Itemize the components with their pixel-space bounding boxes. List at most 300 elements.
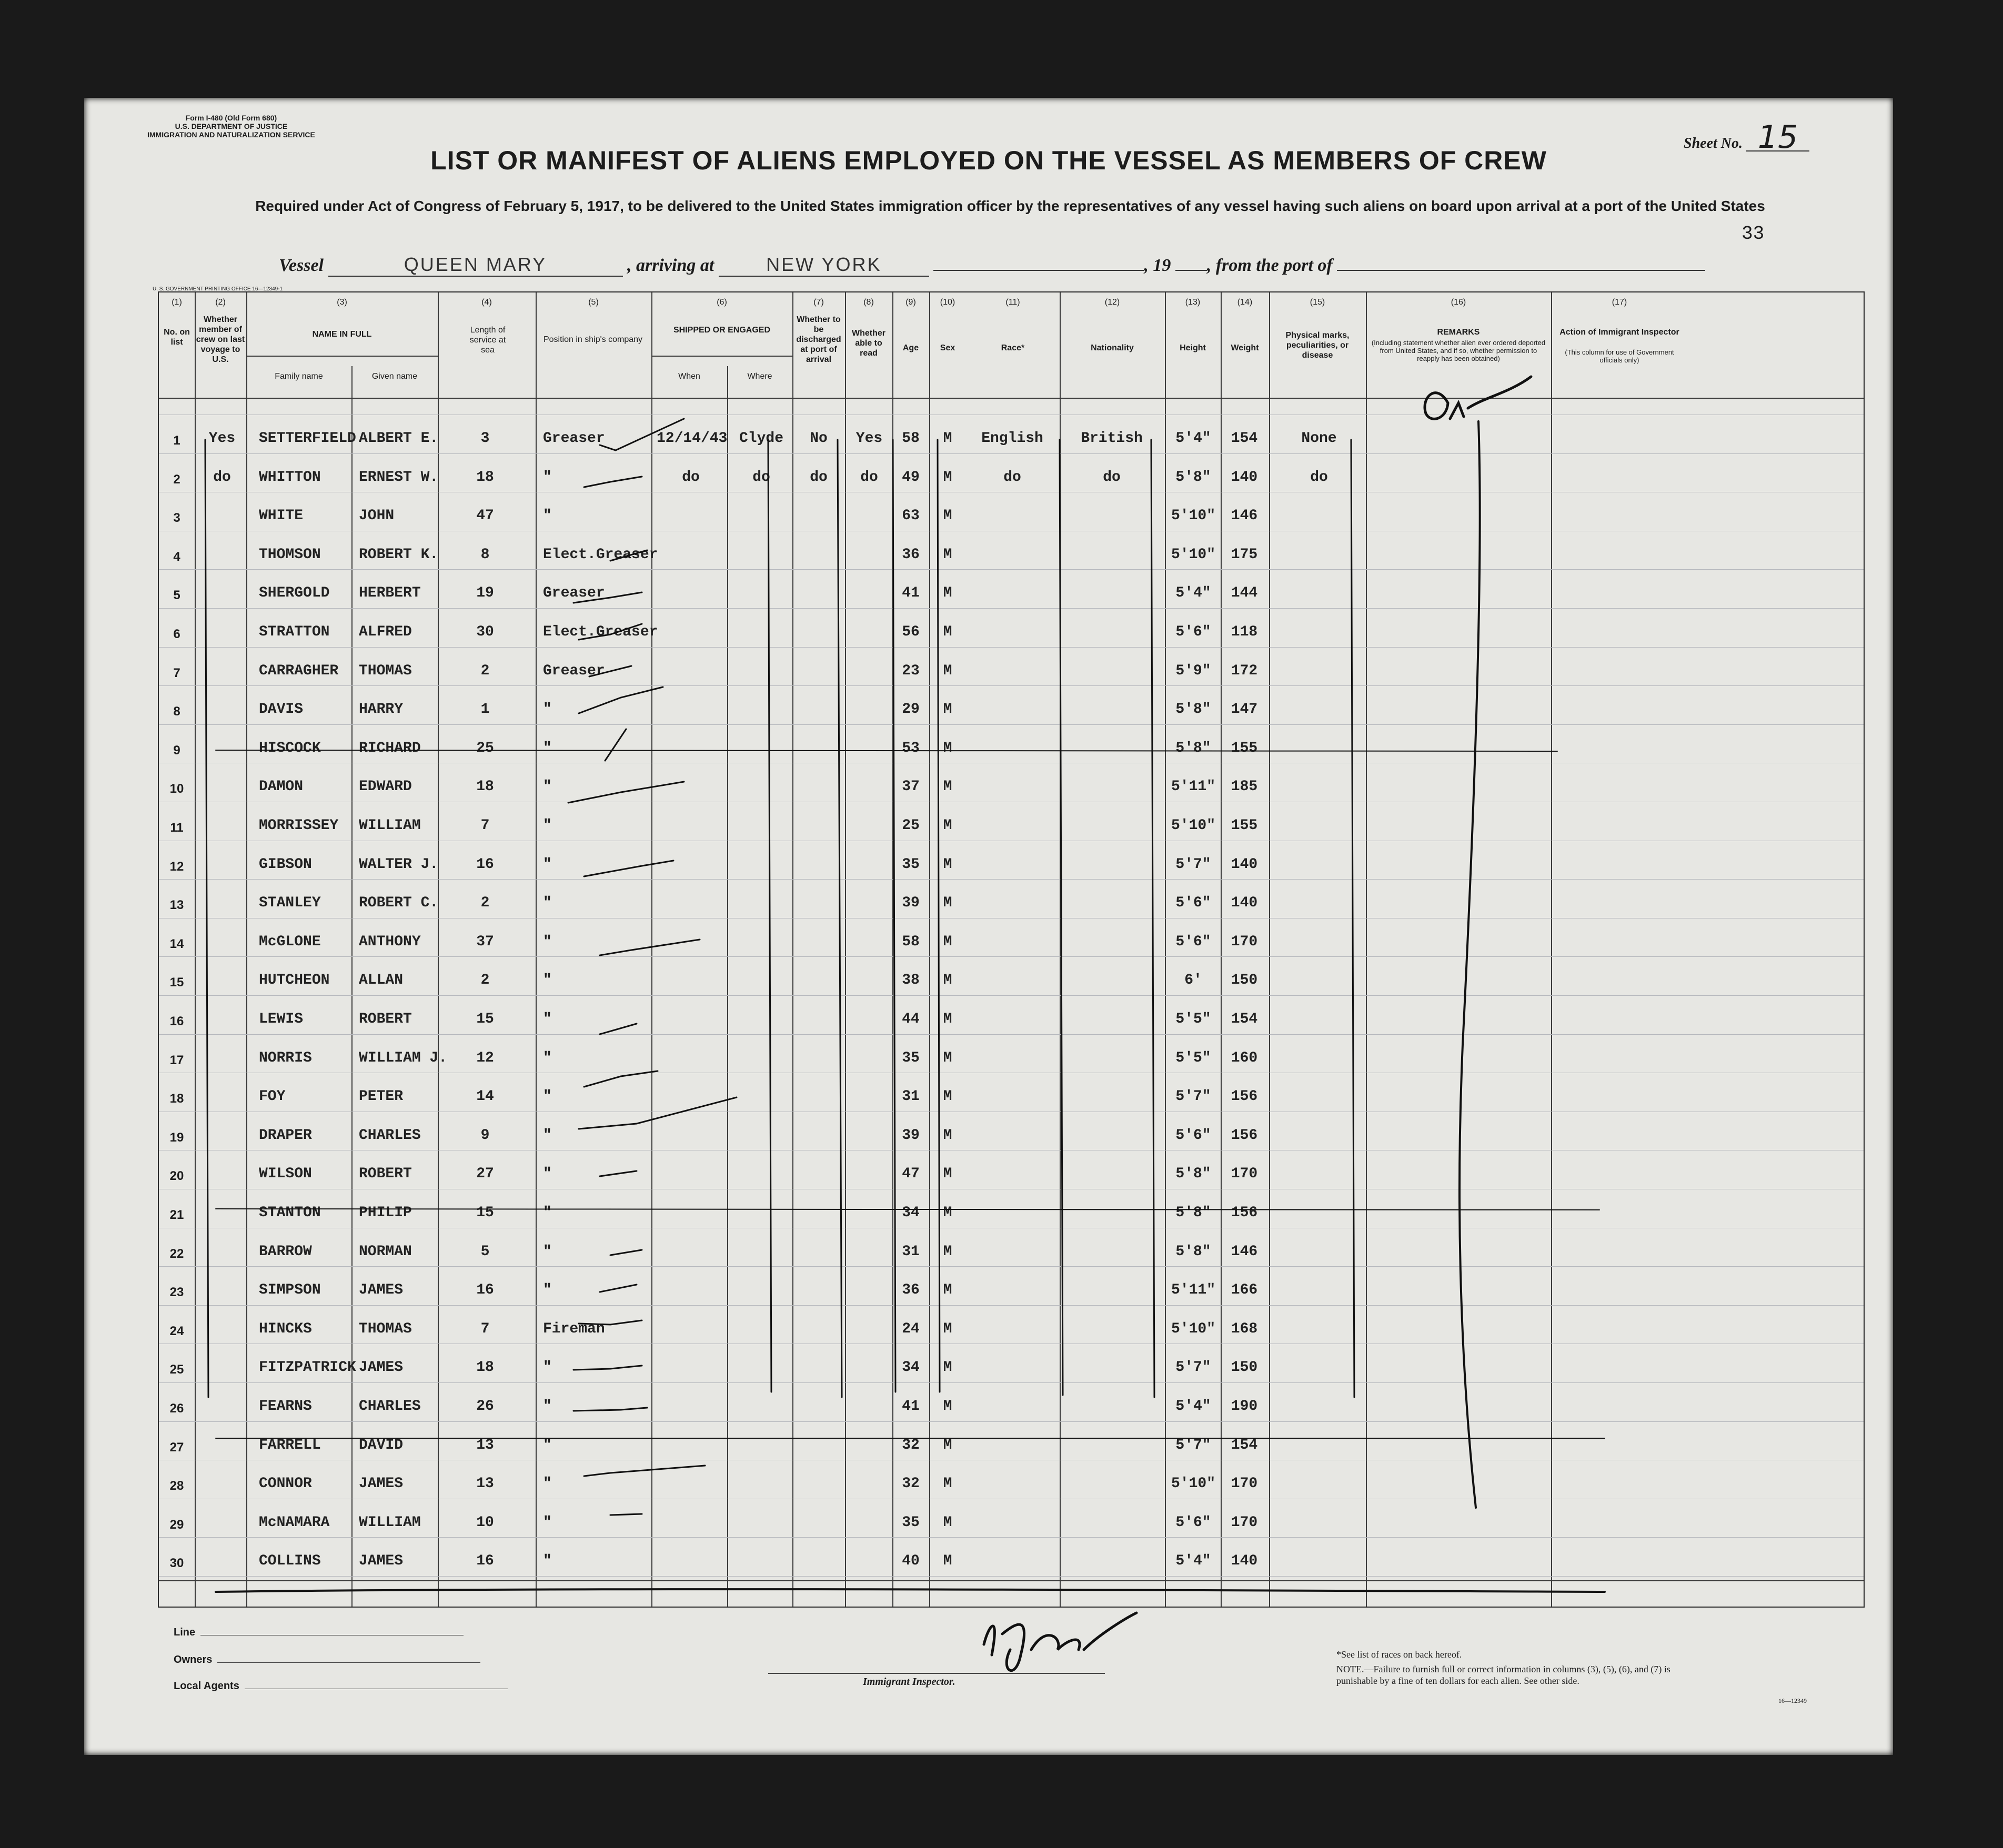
cell-family-name: FITZPATRICK: [259, 1359, 356, 1376]
cell-prev-voyage: do: [213, 469, 231, 486]
row-number: 3: [173, 511, 180, 526]
cell-position: ": [543, 895, 552, 912]
cell-length-of-service: 16: [476, 1282, 494, 1299]
cell-family-name: HISCOCK: [259, 740, 321, 756]
cell-length-of-service: 9: [480, 1127, 490, 1144]
header-no-on-list: No. on list: [164, 328, 190, 347]
sheet-number-label: Sheet No.: [1684, 135, 1743, 152]
cell-weight: 168: [1231, 1320, 1258, 1337]
cell-age: 35: [902, 1049, 920, 1066]
row-number: 11: [170, 821, 184, 835]
row-number: 4: [173, 549, 180, 564]
row-number: 8: [173, 704, 180, 719]
cell-sex: M: [943, 1127, 952, 1144]
cell-sex: M: [943, 1398, 952, 1415]
cell-weight: 166: [1231, 1282, 1258, 1299]
cell-weight: 155: [1231, 740, 1258, 756]
cell-weight: 154: [1231, 1437, 1258, 1453]
header-name-in-full: NAME IN FULL: [312, 330, 372, 339]
cell-height: 5'6": [1175, 1127, 1211, 1144]
row-number: 29: [169, 1517, 184, 1532]
cell-weight: 140: [1231, 856, 1258, 873]
cell-family-name: STRATTON: [259, 624, 330, 640]
cell-given-name: THOMAS: [359, 662, 412, 679]
column-ditto-stroke: [938, 440, 940, 1392]
cell-height: 5'11": [1171, 779, 1215, 795]
row-number: 27: [169, 1440, 184, 1455]
cell-position: ": [543, 1398, 552, 1415]
cell-sex: M: [943, 1476, 952, 1492]
cell-length-of-service: 7: [480, 817, 490, 834]
cell-age: 44: [902, 1011, 920, 1027]
cell-height: 5'7": [1175, 1437, 1211, 1453]
cell-length-of-service: 16: [476, 856, 494, 873]
cell-sex: M: [943, 1320, 952, 1337]
cell-position: Greaser: [543, 585, 605, 602]
cell-length-of-service: 1: [480, 701, 490, 718]
form-number: Form I-480 (Old Form 680): [185, 114, 277, 122]
cell-sex: M: [943, 933, 952, 950]
cell-age: 35: [902, 856, 920, 873]
cell-position: ": [543, 1049, 552, 1066]
arriving-label: , arriving at: [627, 256, 714, 275]
cell-given-name: PETER: [359, 1088, 404, 1105]
header-position: Position in ship's company: [543, 335, 643, 344]
cell-position: ": [543, 1205, 552, 1221]
cell-weight: 154: [1231, 430, 1258, 447]
cell-family-name: DRAPER: [259, 1127, 312, 1144]
cell-age: 58: [902, 430, 920, 447]
cell-given-name: ALLAN: [359, 972, 404, 989]
cell-discharged: No: [810, 430, 828, 447]
cell-height: 5'5": [1175, 1049, 1211, 1066]
cell-sex: M: [943, 1166, 952, 1183]
cell-age: 53: [902, 740, 920, 756]
cell-position: ": [543, 1282, 552, 1299]
cell-length-of-service: 13: [476, 1437, 494, 1453]
cell-physical-marks: do: [1310, 469, 1328, 486]
cell-length-of-service: 18: [476, 469, 494, 486]
cell-weight: 147: [1231, 701, 1258, 718]
header-height: Height: [1180, 344, 1206, 352]
cell-given-name: ANTHONY: [359, 933, 421, 950]
header-inspector-action: Action of Immigrant Inspector: [1559, 328, 1679, 337]
cell-given-name: JAMES: [359, 1476, 404, 1492]
cell-family-name: THOMSON: [259, 546, 321, 563]
cell-sex: M: [943, 1049, 952, 1066]
cell-weight: 160: [1231, 1049, 1258, 1066]
cell-sex: M: [943, 1282, 952, 1299]
cell-family-name: FOY: [259, 1088, 286, 1105]
cell-weight: 118: [1231, 624, 1258, 640]
header-remarks: REMARKS: [1437, 328, 1480, 337]
col-num-9: (9): [905, 298, 916, 307]
header-where: Where: [747, 372, 772, 381]
cell-age: 56: [902, 624, 920, 640]
cell-shipped-when: 12/14/43: [657, 430, 728, 447]
cell-sex: M: [943, 1359, 952, 1376]
cell-weight: 170: [1231, 1476, 1258, 1492]
inspector-signature-line: [768, 1673, 1105, 1674]
cell-length-of-service: 18: [476, 1359, 494, 1376]
row-number: 14: [169, 936, 184, 951]
cell-position: ": [543, 1088, 552, 1105]
col-num-1: (1): [172, 298, 182, 307]
row-number: 25: [169, 1362, 184, 1377]
cell-height: 5'10": [1171, 546, 1215, 563]
cell-nationality: British: [1081, 430, 1143, 447]
cell-given-name: WALTER J.: [359, 856, 439, 873]
cell-length-of-service: 10: [476, 1514, 494, 1531]
cell-length-of-service: 14: [476, 1088, 494, 1105]
header-length-of-service: Length of service at sea: [469, 326, 506, 355]
cell-weight: 170: [1231, 1166, 1258, 1183]
cell-family-name: FEARNS: [259, 1398, 312, 1415]
cell-position: ": [543, 1553, 552, 1570]
cell-age: 37: [902, 779, 920, 795]
cell-weight: 140: [1231, 1553, 1258, 1570]
row-number: 22: [169, 1246, 184, 1261]
cell-length-of-service: 30: [476, 624, 494, 640]
cell-given-name: HARRY: [359, 701, 404, 718]
cell-height: 5'7": [1175, 856, 1211, 873]
column-ditto-stroke: [1351, 440, 1354, 1397]
cell-length-of-service: 25: [476, 740, 494, 756]
cell-age: 31: [902, 1088, 920, 1105]
cell-age: 36: [902, 546, 920, 563]
cell-position: ": [543, 972, 552, 989]
cell-height: 5'4": [1175, 1398, 1211, 1415]
cell-position: ": [543, 469, 552, 486]
cell-sex: M: [943, 1437, 952, 1453]
row-number: 21: [169, 1208, 184, 1222]
cell-family-name: CARRAGHER: [259, 662, 339, 679]
cell-length-of-service: 3: [480, 430, 490, 447]
row-number: 12: [169, 859, 184, 874]
cell-given-name: WILLIAM: [359, 817, 421, 834]
cell-position: ": [543, 779, 552, 795]
penalty-note: NOTE.—Failure to furnish full or correct information in columns (3), (5), (6), and (7) is punishable by a fine of ten dollars for each alien. See other side.: [1336, 1664, 1670, 1686]
cell-given-name: CHARLES: [359, 1398, 421, 1415]
row-number: 23: [169, 1285, 184, 1300]
cell-age: 29: [902, 701, 920, 718]
header-weight: Weight: [1231, 344, 1259, 352]
cell-family-name: LEWIS: [259, 1011, 304, 1027]
cell-age: 24: [902, 1320, 920, 1337]
cell-age: 36: [902, 1282, 920, 1299]
cell-family-name: DAVIS: [259, 701, 304, 718]
cell-family-name: GIBSON: [259, 856, 312, 873]
cell-length-of-service: 2: [480, 972, 490, 989]
cell-age: 34: [902, 1359, 920, 1376]
cell-family-name: HUTCHEON: [259, 972, 330, 989]
row-number: 7: [173, 665, 180, 680]
cell-given-name: DAVID: [359, 1437, 404, 1453]
cell-weight: 144: [1231, 585, 1258, 602]
cell-age: 63: [902, 508, 920, 524]
cell-length-of-service: 47: [476, 508, 494, 524]
cell-weight: 190: [1231, 1398, 1258, 1415]
cell-family-name: McNAMARA: [259, 1514, 330, 1531]
cell-age: 38: [902, 972, 920, 989]
cell-position: Fireman: [543, 1320, 605, 1337]
row-number: 9: [173, 743, 180, 758]
row-number: 17: [169, 1053, 184, 1067]
inspector-label: Immigrant Inspector.: [863, 1676, 955, 1688]
cell-shipped-where: Clyde: [739, 430, 783, 447]
cell-race: English: [981, 430, 1043, 447]
header-nationality: Nationality: [1091, 344, 1134, 352]
row-number: 26: [169, 1401, 184, 1416]
footer-line-label: Line: [174, 1625, 464, 1639]
cell-height: 5'6": [1175, 1514, 1211, 1531]
total-underline: [216, 1589, 1605, 1592]
cell-position: ": [543, 1476, 552, 1492]
cell-position: Greaser: [543, 662, 605, 679]
cell-length-of-service: 18: [476, 779, 494, 795]
cell-given-name: JAMES: [359, 1553, 404, 1570]
row-number: 30: [169, 1556, 184, 1571]
column-ditto-stroke: [1060, 440, 1063, 1395]
col-num-15: (15): [1310, 298, 1325, 307]
cell-length-of-service: 2: [480, 662, 490, 679]
col-num-14: (14): [1237, 298, 1253, 307]
cell-height: 5'8": [1175, 701, 1211, 718]
col-num-13: (13): [1185, 298, 1201, 307]
cell-family-name: SIMPSON: [259, 1282, 321, 1299]
cross-out-line: [216, 1209, 1599, 1210]
cell-length-of-service: 26: [476, 1398, 494, 1415]
vessel-label: Vessel: [279, 256, 324, 275]
cell-sex: M: [943, 1011, 952, 1027]
cell-given-name: ROBERT: [359, 1011, 412, 1027]
row-number: 15: [169, 975, 184, 990]
cell-length-of-service: 5: [480, 1243, 490, 1260]
cell-height: 5'4": [1175, 1553, 1211, 1570]
cell-given-name: WILLIAM: [359, 1514, 421, 1531]
header-remarks-note: (Including statement whether alien ever ordered deported from United States, and if so, whether permission to reapply has been obtained): [1371, 339, 1546, 362]
cell-sex: M: [943, 856, 952, 873]
cell-sex: M: [943, 972, 952, 989]
sheet-number-value: 15: [1746, 124, 1809, 152]
cell-age: 35: [902, 1514, 920, 1531]
cell-position: ": [543, 1011, 552, 1027]
col-num-4: (4): [481, 298, 492, 307]
cell-given-name: NORMAN: [359, 1243, 412, 1260]
cell-position: ": [543, 701, 552, 718]
cell-able-to-read: Yes: [855, 430, 883, 447]
cell-family-name: WHITTON: [259, 469, 321, 486]
cell-height: 5'7": [1175, 1088, 1211, 1105]
cell-given-name: ERNEST W.: [359, 469, 439, 486]
cell-prev-voyage: Yes: [208, 430, 236, 447]
cell-position: ": [543, 856, 552, 873]
cell-height: 5'6": [1175, 895, 1211, 912]
row-number: 5: [173, 588, 180, 603]
row-number: 13: [169, 898, 184, 913]
header-given-name: Given name: [371, 372, 418, 381]
col-num-7: (7): [813, 298, 824, 307]
vessel-name: QUEEN MARY: [328, 254, 623, 277]
cell-height: 5'4": [1175, 585, 1211, 602]
cell-height: 5'10": [1171, 1320, 1215, 1337]
cell-family-name: BARROW: [259, 1243, 312, 1260]
row-number: 10: [169, 782, 184, 796]
cell-sex: M: [943, 624, 952, 640]
cell-family-name: WHITE: [259, 508, 304, 524]
cell-race: do: [1003, 469, 1021, 486]
header-prev-voyage: Whether member of crew on last voyage to U.S.: [196, 315, 245, 364]
cell-weight: 150: [1231, 1359, 1258, 1376]
arriving-port: NEW YORK: [719, 254, 929, 277]
row-number: 2: [173, 472, 180, 487]
cell-given-name: ALBERT E.: [359, 430, 439, 447]
row-number: 1: [173, 433, 180, 448]
cell-sex: M: [943, 430, 952, 447]
header-inspector-note: (This column for use of Government officials only): [1565, 348, 1674, 364]
cell-sex: M: [943, 546, 952, 563]
cell-height: 5'6": [1175, 624, 1211, 640]
cell-length-of-service: 27: [476, 1166, 494, 1183]
row-number: 24: [169, 1324, 184, 1338]
column-ditto-stroke: [205, 440, 208, 1397]
cell-given-name: CHARLES: [359, 1127, 421, 1144]
cell-weight: 150: [1231, 972, 1258, 989]
col-num-3: (3): [337, 298, 347, 307]
cell-sex: M: [943, 508, 952, 524]
stamp-number: 33: [1742, 223, 1765, 245]
cell-age: 32: [902, 1437, 920, 1453]
cell-weight: 175: [1231, 546, 1258, 563]
cell-sex: M: [943, 1088, 952, 1105]
cell-height: 5'10": [1171, 817, 1215, 834]
remarks-ditto-stroke: [1460, 421, 1480, 1508]
header-able-to-read: Whether able to read: [852, 329, 885, 358]
cell-age: 47: [902, 1166, 920, 1183]
cell-position: ": [543, 933, 552, 950]
cell-weight: 185: [1231, 779, 1258, 795]
cell-physical-marks: None: [1301, 430, 1337, 447]
cell-position: ": [543, 1243, 552, 1260]
cell-length-of-service: 37: [476, 933, 494, 950]
row-number: 16: [169, 1014, 184, 1028]
cell-age: 39: [902, 895, 920, 912]
header-physical-marks: Physical marks, peculiarities, or disease: [1285, 331, 1350, 360]
cell-age: 41: [902, 1398, 920, 1415]
cell-given-name: HERBERT: [359, 585, 421, 602]
cell-age: 32: [902, 1476, 920, 1492]
cell-age: 34: [902, 1205, 920, 1221]
column-ditto-stroke: [1151, 440, 1154, 1397]
col-num-17: (17): [1612, 298, 1627, 307]
cell-sex: M: [943, 585, 952, 602]
document-title: LIST OR MANIFEST OF ALIENS EMPLOYED ON THE VESSEL AS MEMBERS OF CREW: [430, 146, 1547, 175]
cell-sex: M: [943, 1205, 952, 1221]
cell-height: 5'8": [1175, 1205, 1211, 1221]
printer-note: U. S. GOVERNMENT PRINTING OFFICE 16—12349-1: [153, 286, 283, 292]
row-number: 18: [169, 1092, 184, 1106]
header-shipped-engaged: SHIPPED OR ENGAGED: [673, 326, 771, 335]
cell-family-name: SETTERFIELD: [259, 430, 356, 447]
cell-family-name: STANLEY: [259, 895, 321, 912]
document-subtitle: Required under Act of Congress of February 5, 1917, to be delivered to the United States immigration officer by the representatives of any vessel having such aliens on board upon arrival at a port of the United States: [255, 198, 1765, 214]
col-num-11: (11): [1005, 298, 1020, 307]
cell-position: ": [543, 508, 552, 524]
manifest-sheet: [84, 98, 1893, 1755]
cell-weight: 156: [1231, 1127, 1258, 1144]
cell-weight: 172: [1231, 662, 1258, 679]
col-num-10: (10): [940, 298, 955, 307]
cell-family-name: FARRELL: [259, 1437, 321, 1453]
cell-weight: 146: [1231, 508, 1258, 524]
header-race: Race*: [1001, 344, 1025, 352]
cell-able-to-read: do: [860, 469, 878, 486]
cell-sex: M: [943, 469, 952, 486]
col-num-5: (5): [588, 298, 599, 307]
cell-height: 5'9": [1175, 662, 1211, 679]
cell-sex: M: [943, 701, 952, 718]
cell-age: 41: [902, 585, 920, 602]
from-port-label: , from the port of: [1206, 256, 1333, 275]
col-num-6: (6): [717, 298, 727, 307]
footer-agents-label: Local Agents: [174, 1679, 508, 1692]
cell-given-name: JAMES: [359, 1282, 404, 1299]
cell-length-of-service: 8: [480, 546, 490, 563]
cell-given-name: JAMES: [359, 1359, 404, 1376]
cell-age: 58: [902, 933, 920, 950]
cell-height: 5'10": [1171, 508, 1215, 524]
cell-length-of-service: 15: [476, 1011, 494, 1027]
cell-position: ": [543, 1437, 552, 1453]
cell-height: 5'4": [1175, 430, 1211, 447]
cell-given-name: ROBERT K.: [359, 546, 439, 563]
cell-height: 5'8": [1175, 1166, 1211, 1183]
cell-weight: 170: [1231, 933, 1258, 950]
col-num-12: (12): [1104, 298, 1120, 307]
cell-family-name: DAMON: [259, 779, 304, 795]
cell-age: 39: [902, 1127, 920, 1144]
cell-family-name: HINCKS: [259, 1320, 312, 1337]
cell-family-name: McGLONE: [259, 933, 321, 950]
cell-weight: 154: [1231, 1011, 1258, 1027]
service-check-marks: [568, 419, 737, 1515]
col-num-16: (16): [1451, 298, 1466, 307]
cell-shipped-where: do: [752, 469, 770, 486]
cell-family-name: WILSON: [259, 1166, 312, 1183]
remarks-no-annotation: [1425, 377, 1531, 419]
cell-given-name: WILLIAM J.: [359, 1049, 448, 1066]
cell-family-name: CONNOR: [259, 1476, 312, 1492]
cell-given-name: RICHARD: [359, 740, 421, 756]
cell-family-name: SHERGOLD: [259, 585, 330, 602]
cell-sex: M: [943, 1553, 952, 1570]
column-ditto-stroke: [893, 440, 895, 1392]
cell-position: ": [543, 1166, 552, 1183]
cell-age: 23: [902, 662, 920, 679]
cell-length-of-service: 15: [476, 1205, 494, 1221]
cell-height: 5'10": [1171, 1476, 1215, 1492]
cell-length-of-service: 12: [476, 1049, 494, 1066]
cell-height: 5'11": [1171, 1282, 1215, 1299]
header-discharged: Whether to be discharged at port of arrival: [796, 315, 841, 364]
cell-sex: M: [943, 1243, 952, 1260]
department-name: U.S. DEPARTMENT OF JUSTICE: [175, 122, 288, 130]
header-sex: Sex: [940, 344, 955, 352]
cell-given-name: EDWARD: [359, 779, 412, 795]
cell-sex: M: [943, 662, 952, 679]
cell-position: Elect.Greaser: [543, 624, 658, 640]
footer-owners-label: Owners: [174, 1653, 480, 1666]
